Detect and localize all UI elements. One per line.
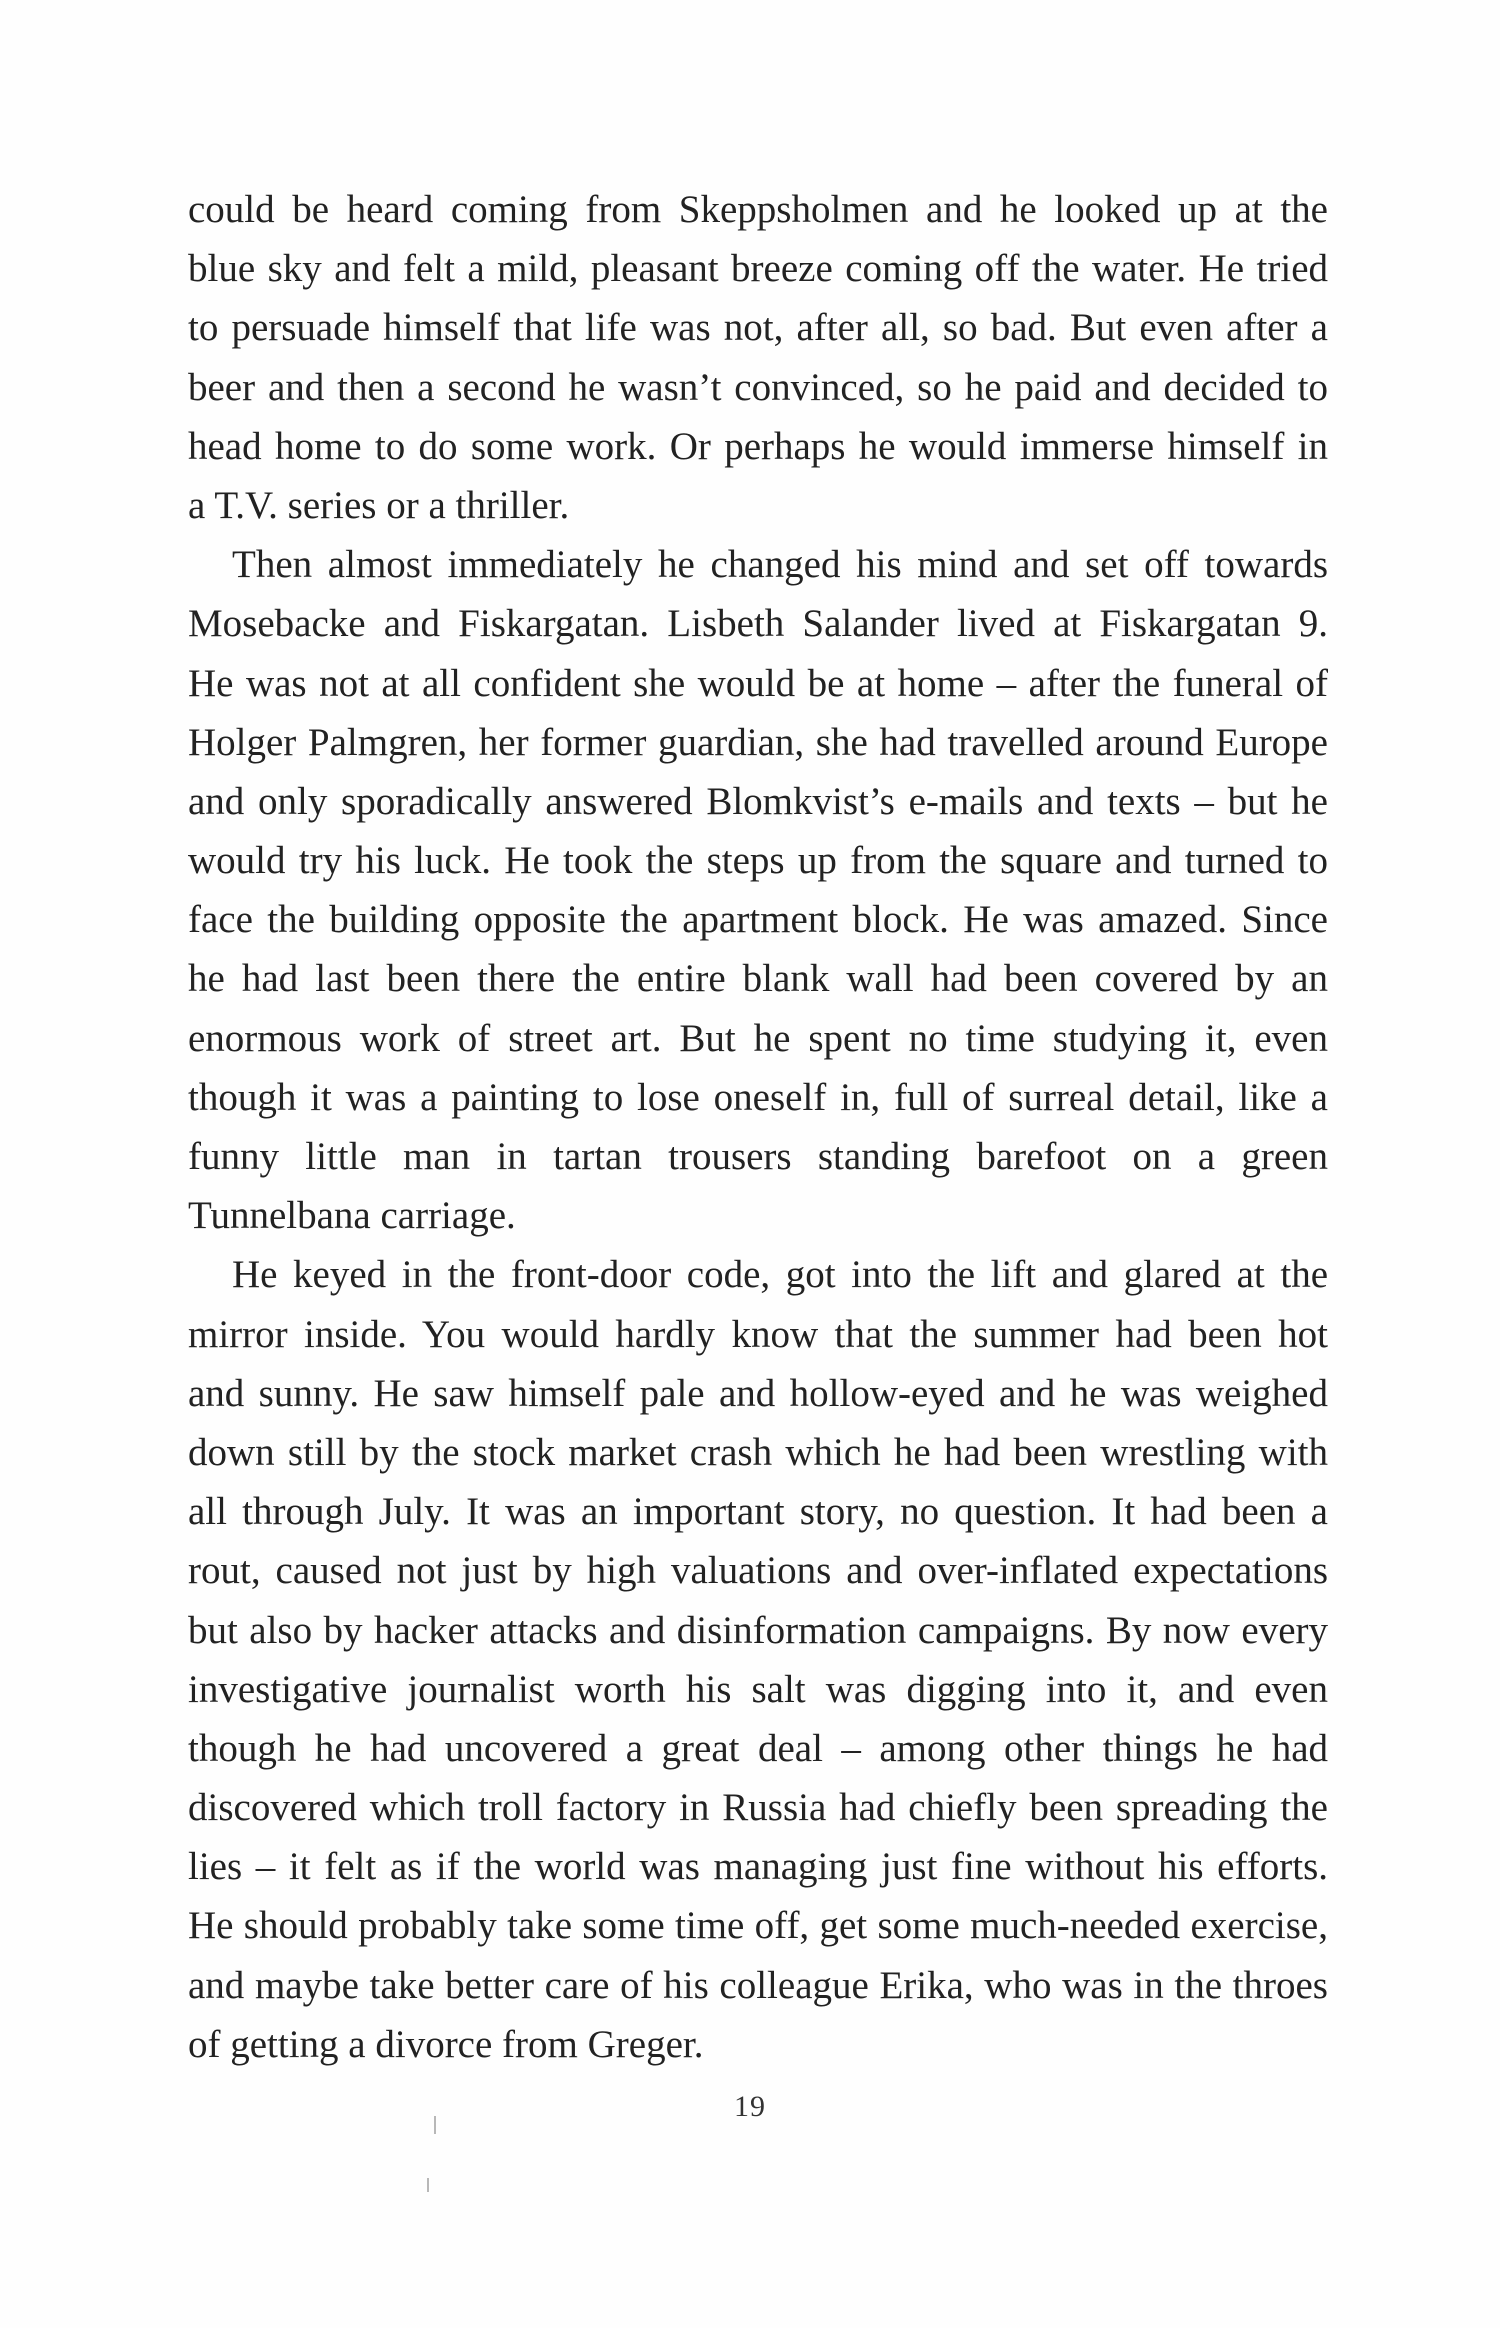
text-line: lies – it felt as if the world was managing just fine without his efforts. [188, 1845, 1328, 1889]
text-line: Tunnelbana carriage. [188, 1194, 516, 1238]
page-number: 19 [734, 2090, 766, 2123]
text-line: and sunny. He saw himself pale and hollow-eyed and he was weighed [188, 1371, 1328, 1415]
text-line: he had last been there the entire blank wall had been covered by an [188, 957, 1328, 1001]
text-line: but also by hacker attacks and disinformation campaigns. By now every [188, 1608, 1328, 1652]
text-line: He was not at all confident she would be at home – after the funeral of [188, 661, 1328, 705]
text-line: though he had uncovered a great deal – among other things he had [188, 1726, 1328, 1770]
scan-speck [434, 2116, 436, 2134]
text-line: He should probably take some time off, get some much-needed exercise, [188, 1904, 1328, 1948]
text-line: of getting a divorce from Greger. [188, 2022, 704, 2066]
text-line: face the building opposite the apartment block. He was amazed. Since [188, 898, 1328, 942]
text-line: mirror inside. You would hardly know that the summer had been hot [188, 1312, 1328, 1356]
text-line: a T.V. series or a thriller. [188, 483, 570, 527]
text-line: He keyed in the front-door code, got into the lift and glared at the [232, 1253, 1328, 1297]
text-line: to persuade himself that life was not, after all, so bad. But even after a [188, 306, 1328, 350]
text-line: Then almost immediately he changed his mind and set off towards [232, 543, 1328, 587]
text-line: head home to do some work. Or perhaps he would immerse himself in [188, 424, 1328, 468]
body-text [188, 180, 1328, 2074]
text-line: Mosebacke and Fiskargatan. Lisbeth Salander lived at Fiskargatan 9. [188, 602, 1328, 646]
text-line: would try his luck. He took the steps up from the square and turned to [188, 839, 1328, 883]
text-line: and only sporadically answered Blomkvist’s e-mails and texts – but he [188, 779, 1328, 823]
text-line: rout, caused not just by high valuations and over-inflated expectations [188, 1549, 1328, 1593]
text-line: funny little man in tartan trousers standing barefoot on a green [188, 1135, 1328, 1178]
text-line: and maybe take better care of his colleague Erika, who was in the throes [188, 1963, 1328, 2007]
text-line: all through July. It was an important story, no question. It had been a [188, 1490, 1328, 1534]
text-line: could be heard coming from Skeppsholmen and he looked up at the [188, 188, 1328, 231]
scan-speck [427, 2178, 429, 2192]
text-line: down still by the stock market crash which he had been wrestling with [188, 1430, 1328, 1474]
text-line: enormous work of street art. But he spent no time studying it, even [188, 1016, 1328, 1060]
text-line: beer and then a second he wasn’t convinced, so he paid and decided to [188, 365, 1328, 409]
text-line: Holger Palmgren, her former guardian, she had travelled around Europe [188, 720, 1328, 764]
text-line: though it was a painting to lose oneself in, full of surreal detail, like a [188, 1075, 1328, 1119]
text-line: discovered which troll factory in Russia had chiefly been spreading the [188, 1786, 1328, 1830]
text-line: blue sky and felt a mild, pleasant breeze coming off the water. He tried [188, 247, 1328, 291]
text-line: investigative journalist worth his salt was digging into it, and even [188, 1667, 1328, 1711]
